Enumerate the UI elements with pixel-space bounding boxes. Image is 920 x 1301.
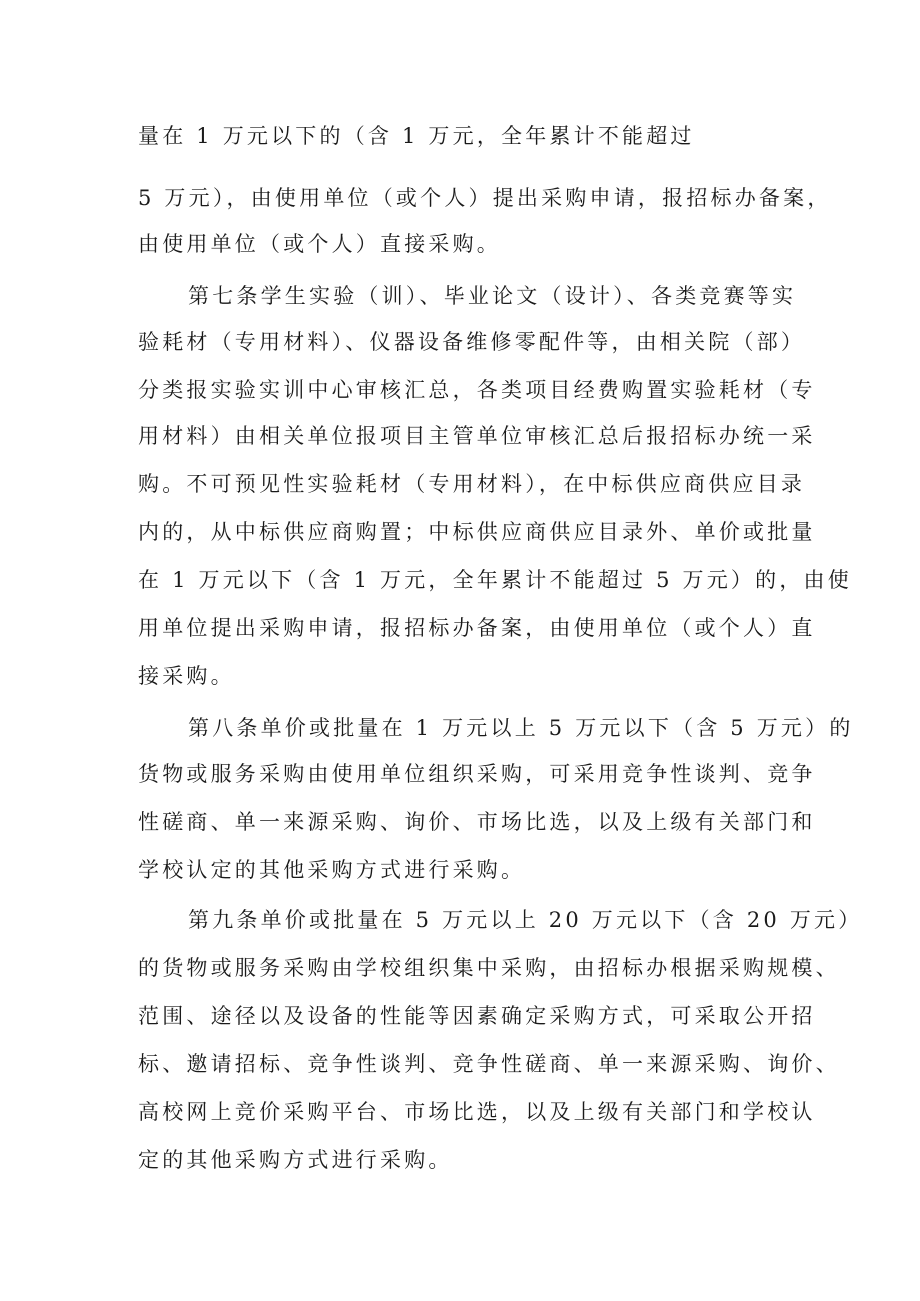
text-line: 高校网上竞价采购平台、市场比选，以及上级有关部门和学校认 — [138, 1100, 816, 1124]
text-line: 在 1 万元以下（含 1 万元，全年累计不能超过 5 万元）的，由使 — [138, 568, 852, 592]
text-line: 量在 1 万元以下的（含 1 万元，全年累计不能超过 — [138, 124, 695, 148]
text-line: 购。不可预见性实验耗材（专用材料），在中标供应商供应目录 — [138, 472, 806, 496]
text-line: 的货物或服务采购由学校组织集中采购，由招标办根据采购规模、 — [138, 956, 840, 980]
text-line: 5 万元），由使用单位（或个人）提出采购申请，报招标办备案， — [138, 186, 832, 210]
text-line: 用材料）由相关单位报项目主管单位审核汇总后报招标办统一采 — [138, 424, 816, 448]
article-8-heading-line: 第八条单价或批量在 1 万元以上 5 万元以下（含 5 万元）的 — [188, 716, 854, 740]
article-7-heading-line: 第七条学生实验（训）、毕业论文（设计）、各类竞赛等实 — [188, 284, 797, 308]
text-line: 验耗材（专用材料）、仪器设备维修零配件等，由相关院（部） — [138, 330, 806, 354]
text-line: 接采购。 — [138, 664, 235, 688]
text-line: 用单位提出采购申请，报招标办备案，由使用单位（或个人）直 — [138, 616, 816, 640]
text-line: 学校认定的其他采购方式进行采购。 — [138, 858, 526, 882]
article-9-heading-line: 第九条单价或批量在 5 万元以上 20 万元以下（含 20 万元） — [188, 908, 863, 932]
text-line: 性磋商、单一来源采购、询价、市场比选，以及上级有关部门和 — [138, 810, 816, 834]
text-line: 货物或服务采购由使用单位组织采购，可采用竞争性谈判、竞争 — [138, 762, 816, 786]
text-line: 范围、途径以及设备的性能等因素确定采购方式，可采取公开招 — [138, 1004, 816, 1028]
text-line: 定的其他采购方式进行采购。 — [138, 1148, 453, 1172]
text-line: 由使用单位（或个人）直接采购。 — [138, 232, 501, 256]
text-line: 分类报实验实训中心审核汇总，各类项目经费购置实验耗材（专 — [138, 378, 816, 402]
text-line: 标、邀请招标、竞争性谈判、竞争性磋商、单一来源采购、询价、 — [138, 1052, 840, 1076]
text-line: 内的，从中标供应商购置；中标供应商供应目录外、单价或批量 — [138, 520, 816, 544]
